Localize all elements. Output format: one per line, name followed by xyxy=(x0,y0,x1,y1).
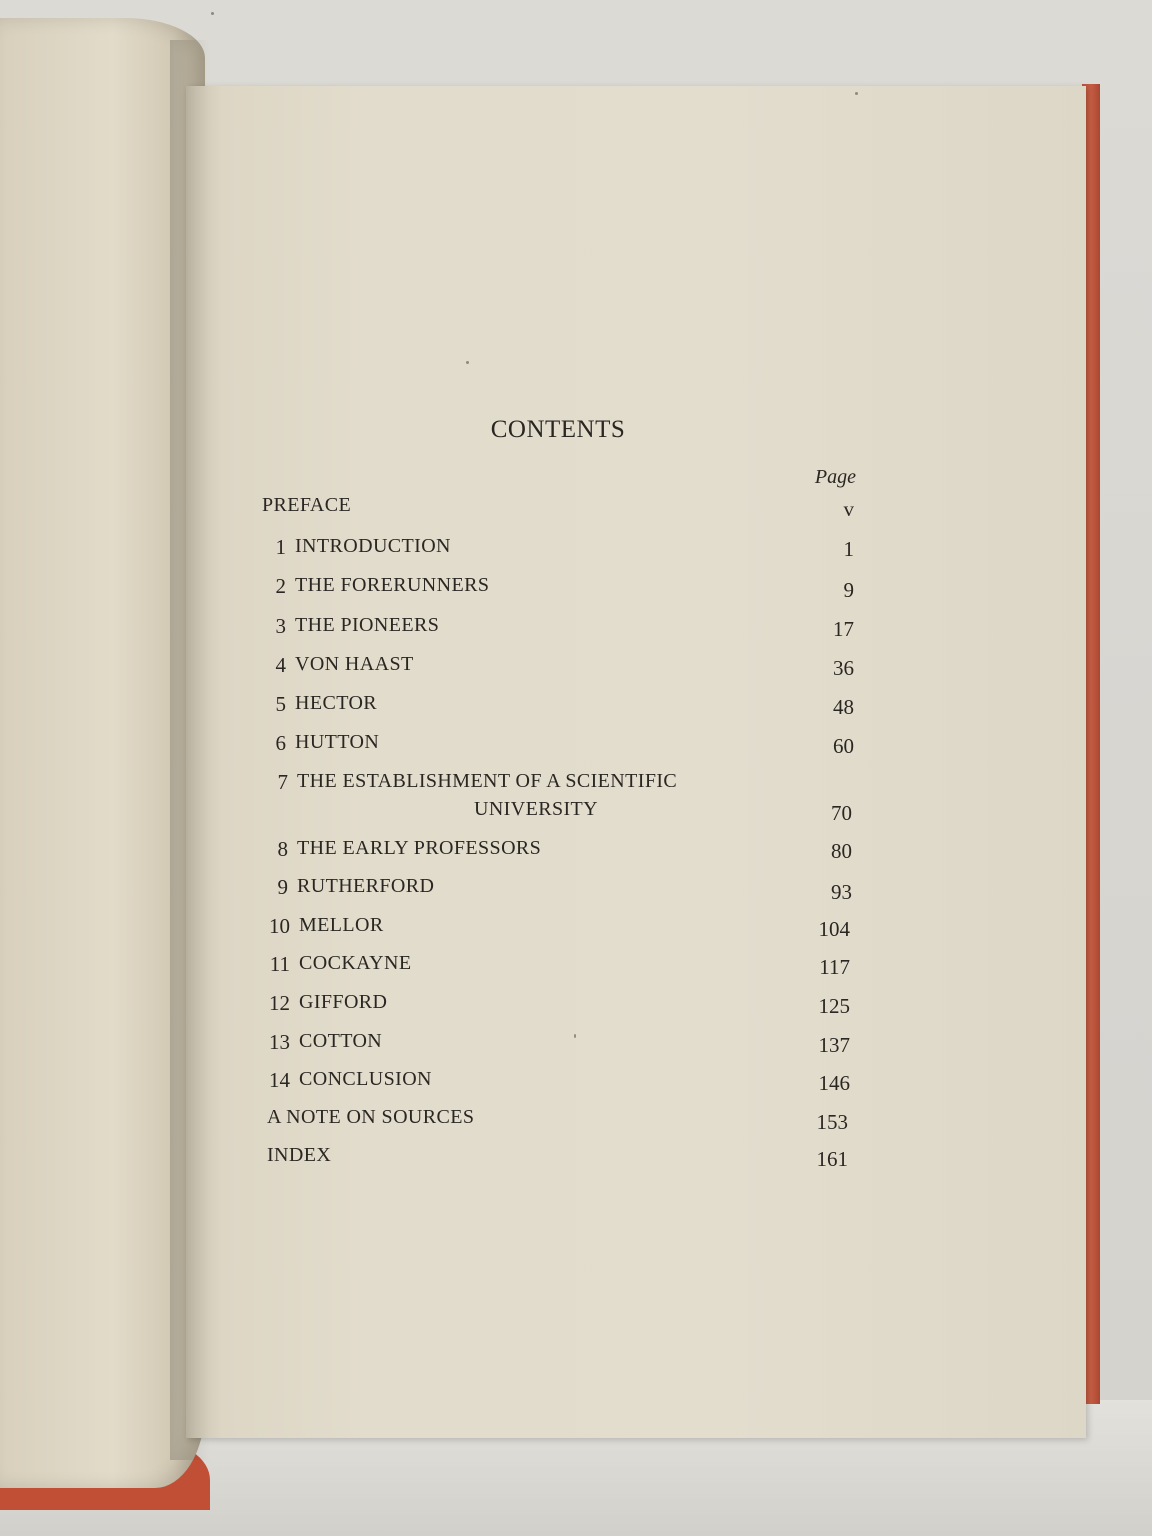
page-column-label: Page xyxy=(814,466,856,488)
toc-entry-title: INTRODUCTION xyxy=(295,535,451,557)
toc-entry-page: 161 xyxy=(816,1147,848,1171)
toc-entry-number: 1 xyxy=(275,535,286,559)
toc-entry-title: GIFFORD xyxy=(299,991,388,1013)
toc-entry-title: CONCLUSION xyxy=(299,1068,432,1090)
contents-page xyxy=(186,86,1086,1438)
toc-entry-page: 60 xyxy=(833,734,854,758)
toc-entry-title: PREFACE xyxy=(262,494,352,516)
toc-entry-page: 146 xyxy=(818,1071,850,1095)
toc-entry-title: THE ESTABLISHMENT OF A SCIENTIFIC xyxy=(297,770,678,792)
toc-entry-title: VON HAAST xyxy=(295,653,414,675)
toc-entry-title: THE PIONEERS xyxy=(295,614,440,636)
toc-entry-number: 4 xyxy=(275,653,286,677)
paper-speck xyxy=(211,12,214,15)
page-title: CONTENTS xyxy=(490,416,626,443)
toc-entry-page: 1 xyxy=(843,537,854,561)
toc-entry-number: 10 xyxy=(269,914,290,938)
toc-entry-number: 9 xyxy=(277,875,288,899)
toc-entry-title: COCKAYNE xyxy=(299,952,412,974)
toc-entry-title: MELLOR xyxy=(299,914,384,936)
toc-entry-page: 70 xyxy=(831,801,852,825)
toc-entry-title: HUTTON xyxy=(295,731,380,753)
toc-entry-title: COTTON xyxy=(299,1030,383,1052)
toc-entry-page: 48 xyxy=(833,695,854,719)
toc-entry-page: 153 xyxy=(816,1110,848,1134)
toc-entry-number: 14 xyxy=(269,1068,290,1092)
toc-entry-number: 5 xyxy=(275,692,286,716)
toc-entry-page: 117 xyxy=(819,955,850,979)
toc-entry-title: THE EARLY PROFESSORS xyxy=(297,837,542,859)
toc-entry-number: 2 xyxy=(275,574,286,598)
toc-entry-page: 125 xyxy=(818,994,850,1018)
toc-entry-title: HECTOR xyxy=(295,692,378,714)
toc-entry-title: RUTHERFORD xyxy=(297,875,435,897)
toc-entry-page: 137 xyxy=(818,1033,850,1057)
toc-entry-page: 17 xyxy=(833,617,854,641)
toc-entry-page: 9 xyxy=(843,578,854,602)
toc-entry-number: 3 xyxy=(275,614,286,638)
toc-entry-page: v xyxy=(843,497,854,521)
toc-entry-number: 8 xyxy=(277,837,288,861)
paper-speck xyxy=(574,1034,576,1038)
toc-entry-number: 11 xyxy=(269,952,290,976)
paper-speck xyxy=(855,92,858,95)
toc-entry-page: 93 xyxy=(831,880,852,904)
toc-entry-title: A NOTE ON SOURCES xyxy=(267,1106,475,1128)
toc-entry-title: THE FORERUNNERS xyxy=(295,574,490,596)
toc-entry-title: INDEX xyxy=(267,1144,332,1166)
toc-entry-title-continued: UNIVERSITY xyxy=(474,798,598,820)
toc-entry-number: 12 xyxy=(269,991,290,1015)
toc-entry-page: 104 xyxy=(818,917,850,941)
toc-entry-page: 36 xyxy=(833,656,854,680)
toc-entry-number: 13 xyxy=(269,1030,290,1054)
gutter-shadow xyxy=(170,40,210,1460)
toc-entry-number: 7 xyxy=(277,770,288,794)
toc-entry-page: 80 xyxy=(831,839,852,863)
paper-speck xyxy=(466,361,469,364)
toc-entry-number: 6 xyxy=(275,731,286,755)
